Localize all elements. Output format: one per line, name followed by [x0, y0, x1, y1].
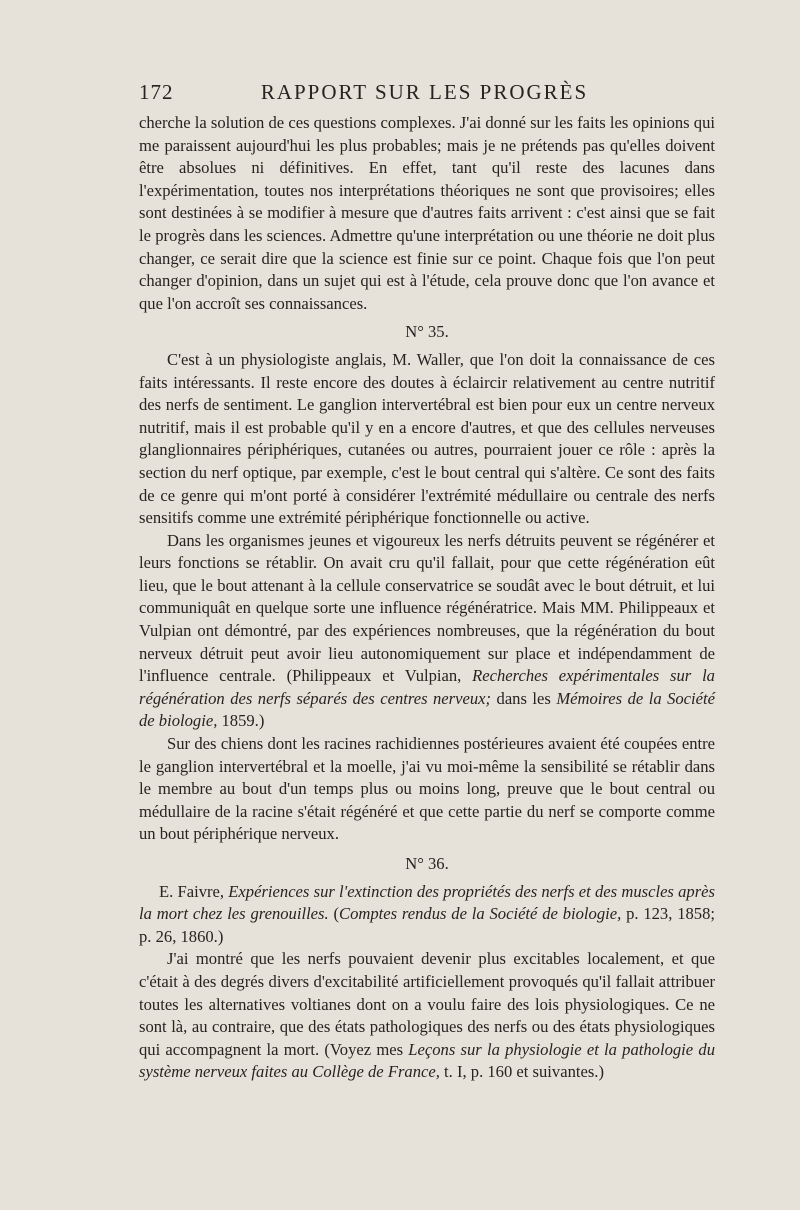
body-text [139, 112, 715, 1084]
paragraph-regeneration [139, 530, 715, 733]
page-header [139, 80, 710, 108]
paragraph-regeneration-text: Dans les organismes jeunes et vigoureux les nerfs détruits peuvent se régénérer et leurs fonctions se rétablir. On avait cru qu'il fallait, pour que cette régénération eût lieu, que le bout attenant à la cellule conservatrice se soudât avec le bout détruit, et lui communiquât en quelque sorte une influence régénératrice. Mais MM. Philippeaux et Vulpian ont démontré, par des expériences nombreuses, que la régénération du bout nerveux détruit peut avoir lieu autonomiquement sur place et indépendamment de l'influence centrale. (Philippeaux et Vulpian, [139, 530, 715, 686]
page-number: 172 [139, 80, 174, 104]
citation-year: 1859.) [217, 711, 265, 731]
reference-open: ( [328, 904, 340, 924]
reference-title: Expériences sur l'extinction des propriétés des nerfs et des muscles après la mort chez les grenouilles. [139, 881, 715, 924]
citation-lecons-pages: t. I, p. 160 et suivantes.) [439, 1062, 604, 1082]
reference-pages: p. 123, 1858; p. 26, 1860.) [139, 904, 715, 946]
reference-faivre [139, 881, 715, 949]
section-heading-35: N° 35. [405, 322, 449, 342]
intro-paragraph: cherche la solution de ces questions complexes. J'ai donné sur les faits les opinions qui me paraissent aujourd'hui les plus probables; mais je ne prétends pas qu'elles doivent être absolues ni définitives. En effet, tant qu'il reste des lacunes dans l'expérimentation, toutes nos interprétations théoriques ne sont que provisoires; elles sont destinées à se modifier à mesure que d'autres faits arrivent : c'est ainsi que se fait le progrès dans les sciences. Admettre qu'une interprétation ou une théorie ne doit plus changer, ce serait dire que la science est finie sur ce point. Chaque fois que l'on peut changer d'opinion, dans un sujet qui est à l'étude, cela prouve donc que l'on avance et que l'on accroît ses connaissances. [139, 113, 715, 313]
paragraph-waller: C'est à un physiologiste anglais, M. Waller, que l'on doit la connaissance de ces faits intéressants. Il reste encore des doutes à éclaircir relativement au centre nutritif des nerfs de sentiment. Le ganglion intervertébral est bien pour eux un centre nerveux nutritif, mais il est probable qu'il y en a encore d'autres, et que des cellules nerveuses glanglionnaires périphériques, cutanées ou autres, pourraient jouer ce rôle : après la section du nerf optique, par exemple, c'est le bout central qui s'altère. Ce sont des faits de ce genre qui m'ont porté à considérer l'extrémité médullaire ou centrale des nerfs sensitifs comme une extrémité périphérique fonctionnelle ou active. [139, 349, 715, 528]
paragraph-excitables [139, 948, 715, 1084]
running-title: RAPPORT SUR LES PROGRÈS [260, 80, 589, 104]
paragraph-chiens: Sur des chiens dont les racines rachidiennes postérieures avaient été coupées entre le ganglion intervertébral et la moelle, j'ai vu moi-même la sensibilité se rétablir dans le membre au bout d'un temps plus ou moins long, preuve que le bout central ou médullaire de la racine s'était régénéré et que cette partie du nerf se comporte comme un bout périphérique nerveux. [139, 734, 715, 844]
section-heading-36: N° 36. [405, 854, 449, 873]
reference-author: E. Faivre, [159, 881, 229, 901]
citation-connector: dans les [491, 688, 557, 708]
reference-journal: Comptes rendus de la Société de biologie, [339, 904, 622, 924]
citation-title-memoires: Mémoires de la Société de biologie, [139, 688, 715, 731]
citation-title-lecons: Leçons sur la physiologie et la pathologie du système nerveux faites au Collège de France, [139, 1039, 715, 1082]
citation-title-recherches: Recherches expérimentales sur la régénération des nerfs séparés des centres nerveux; [139, 666, 715, 708]
paragraph-excitables-text: J'ai montré que les nerfs pouvaient devenir plus excitables localement, et que c'était à des degrés divers d'excitabilité artificiellement provoqués qu'il fallait attribuer toutes les alternatives voltianes dont on a voulu faire des lois physiologiques. Ce ne sont là, au contraire, que des états pathologiques des nerfs ou des états physiologiques qui accompagnent la mort. (Voyez mes [139, 949, 715, 1059]
